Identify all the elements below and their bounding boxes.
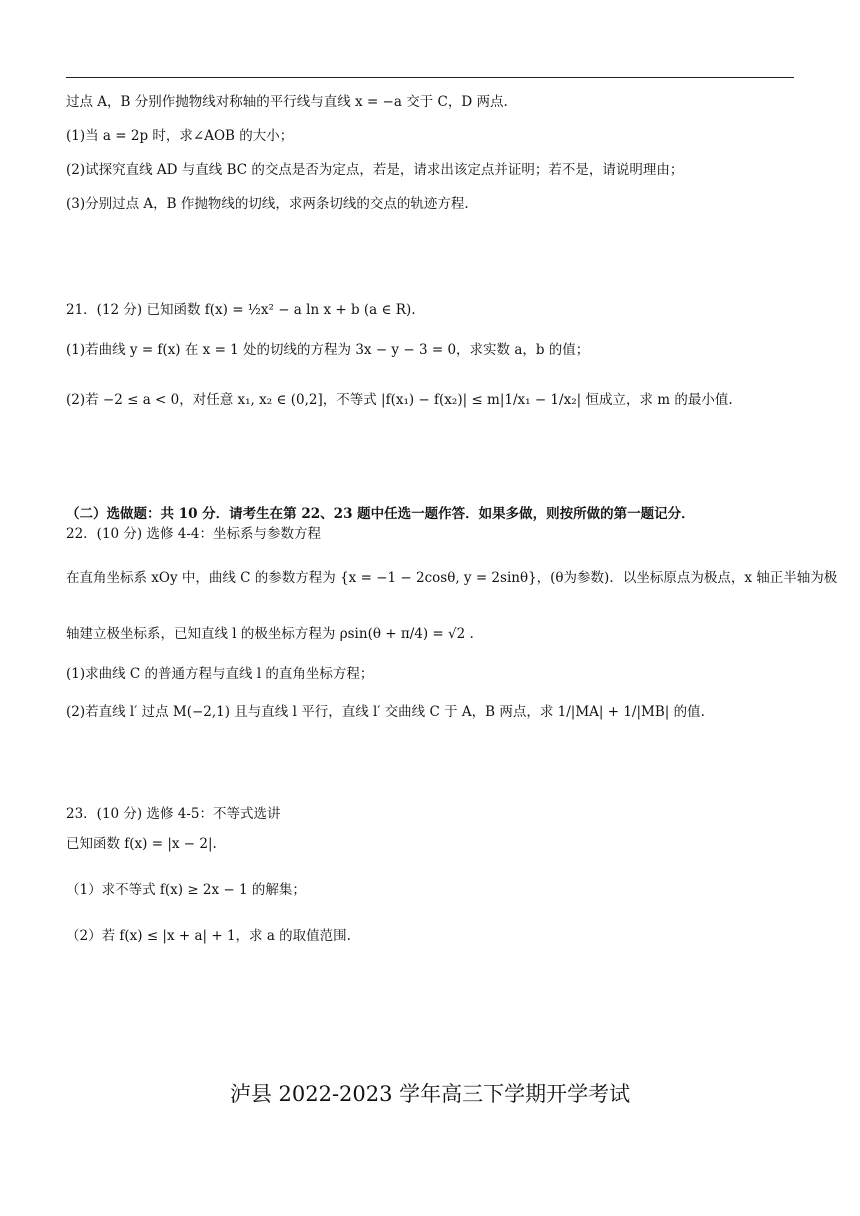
q21-stem: 21．(12 分) 已知函数 f(x) = ½x² − a ln x + b (a ∈ R). (66, 302, 416, 318)
optional-section-heading: （二）选做题：共 10 分．请考生在第 22、23 题中任选一题作答．如果多做，则按所做的第一题记分． (66, 506, 695, 522)
q22-stem-line2: 轴建立极坐标系，已知直线 l 的极坐标方程为 ρsin(θ + π/4) = √2 . (66, 626, 474, 642)
q22-stem-line1: 在直角坐标系 xOy 中，曲线 C 的参数方程为 {x = −1 − 2cosθ, y = 2sinθ}，(θ为参数)．以坐标原点为极点，x 轴正半轴为极 (66, 570, 838, 586)
q20-intro: 过点 A，B 分别作抛物线对称轴的平行线与直线 x = −a 交于 C，D 两点. (66, 94, 508, 110)
q20-part3: (3)分别过点 A，B 作抛物线的切线，求两条切线的交点的轨迹方程. (66, 196, 469, 212)
q23-heading: 23．(10 分) 选修 4-5：不等式选讲 (66, 806, 281, 822)
q22-heading: 22．(10 分) 选修 4-4：坐标系与参数方程 (66, 526, 322, 542)
q20-part1: (1)当 a = 2p 时，求∠AOB 的大小； (66, 128, 294, 144)
q22-part1: (1)求曲线 C 的普通方程与直线 l 的直角坐标方程； (66, 666, 374, 682)
exam-title: 泸县 2022-2023 学年高三下学期开学考试 (229, 1082, 631, 1106)
q21-part1: (1)若曲线 y = f(x) 在 x = 1 处的切线的方程为 3x − y − 3 = 0，求实数 a，b 的值； (66, 342, 590, 358)
q23-part2: （2）若 f(x) ≤ |x + a| + 1，求 a 的取值范围. (66, 928, 351, 944)
top-rule (66, 77, 794, 78)
q22-part2: (2)若直线 l′ 过点 M(−2,1) 且与直线 l 平行，直线 l′ 交曲线 C 于 A，B 两点，求 1/|MA| + 1/|MB| 的值. (66, 704, 705, 720)
q21-part2: (2)若 −2 ≤ a < 0，对任意 x₁, x₂ ∈ (0,2]，不等式 |f(x₁) − f(x₂)| ≤ m|1/x₁ − 1/x₂| 恒成立，求 m 的最小值. (66, 392, 733, 408)
q20-part2: (2)试探究直线 AD 与直线 BC 的交点是否为定点，若是，请求出该定点并证明；若不是，请说明理由； (66, 162, 684, 178)
q23-stem: 已知函数 f(x) = |x − 2|. (66, 836, 217, 852)
q23-part1: （1）求不等式 f(x) ≥ 2x − 1 的解集； (66, 882, 306, 898)
